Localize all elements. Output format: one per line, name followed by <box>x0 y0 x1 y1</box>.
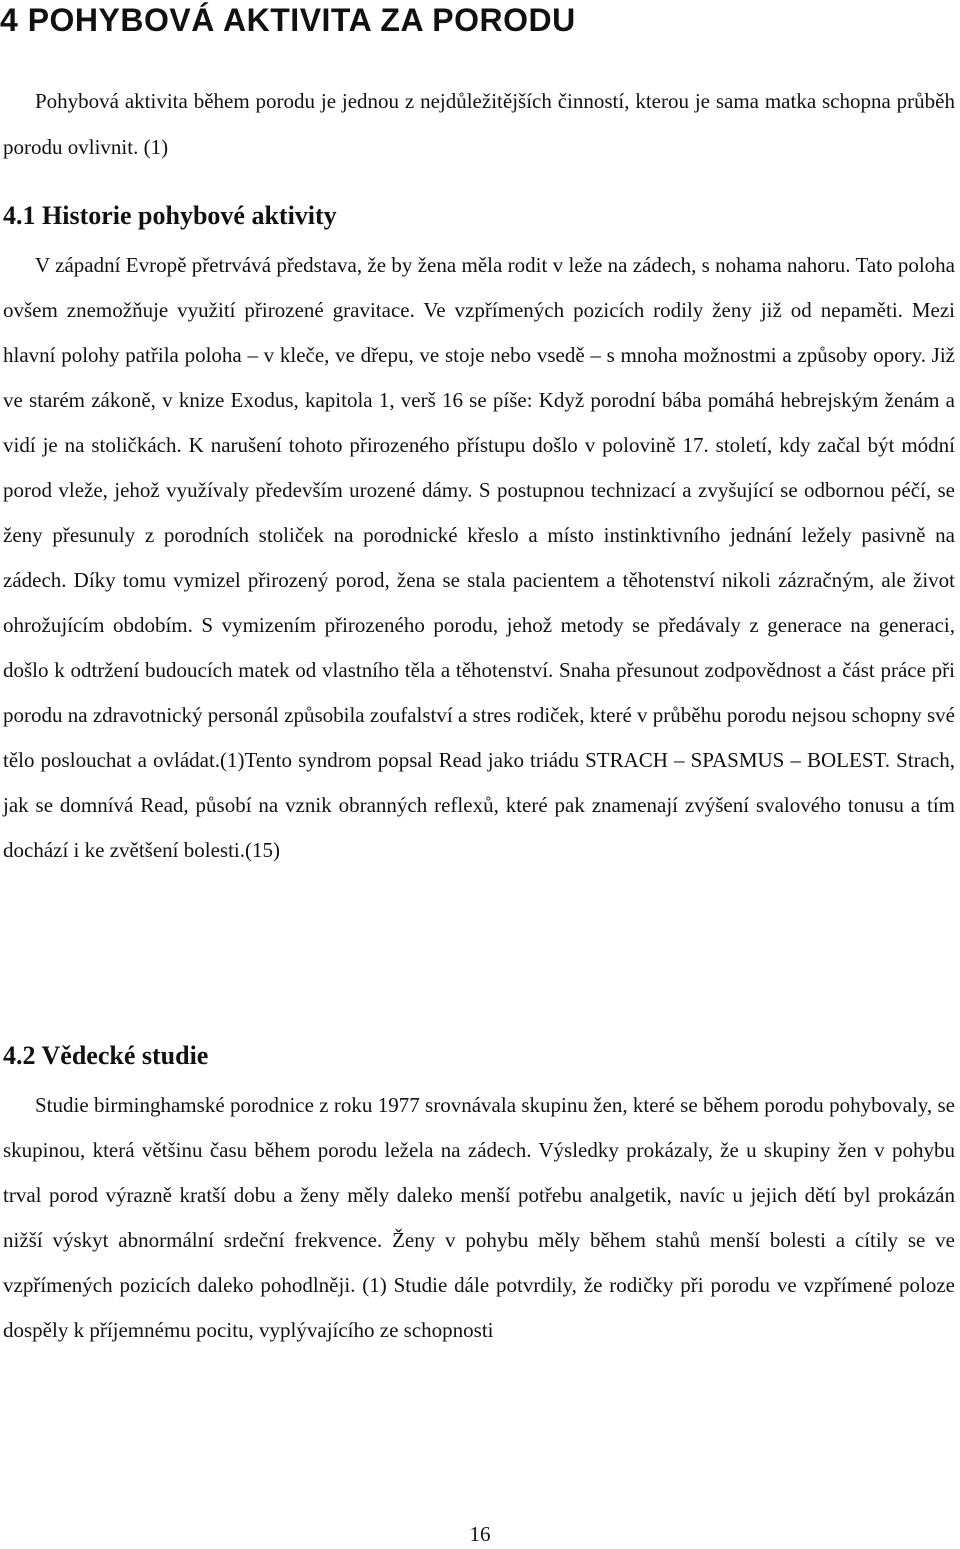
section-heading-studies: 4.2 Vědecké studie <box>3 1041 209 1070</box>
section-paragraph-studies: Studie birminghamské porodnice z roku 1977 srovnávala skupinu žen, které se během porodu pohybovaly, se skupinou, která většinu času během porodu ležela na zádech. Výsledky prokázaly, že u skupiny žen v pohybu trval porod výrazně kratší dobu a ženy měly daleko menší potřebu analgetik, navíc u jejich dětí byl prokázán nižší výskyt abnormální srdeční frekvence. Ženy v pohybu měly během stahů menší bolesti a cítily se ve vzpřímených pozicích daleko pohodlněji. (1) Studie dále potvrdily, že rodičky při porodu ve vzpřímené poloze dospěly k příjemnému pocitu, vyplývajícího ze schopnosti <box>3 1093 955 1342</box>
intro-paragraph: Pohybová aktivita během porodu je jednou z nejdůležitějších činností, kterou je sama matka schopna průběh porodu ovlivnit. (1) <box>3 89 955 159</box>
section-heading-history: 4.1 Historie pohybové aktivity <box>3 201 337 230</box>
section-paragraph-history: V západní Evropě přetrvává představa, že by žena měla rodit v leže na zádech, s nohama nahoru. Tato poloha ovšem znemožňuje využití přirozené gravitace. Ve vzpřímených pozicích rodily ženy již od nepaměti. Mezi hlavní polohy patřila poloha – v kleče, ve dřepu, ve stoje nebo vsedě – s mnoha možnostmi a způsoby opory. Již ve starém zákoně, v knize Exodus, kapitola 1, verš 16 se píše: Když porodní bába pomáhá hebrejským ženám a vidí je na stoličkách. K narušení tohoto přirozeného přístupu došlo v polovině 17. století, kdy začal být módní porod vleže, jehož využívaly především urozené dámy. S postupnou technizací a zvyšující se odbornou péčí, se ženy přesunuly z porodních stoliček na porodnické křeslo a místo instinktivního jednání ležely pasivně na zádech. Díky tomu vymizel přirozený porod, žena se stala pacientem a těhotenství nikoli zázračným, ale život ohrožujícím obdobím. S vymizením přirozeného porodu, jehož metody se předávaly z generace na generaci, došlo k odtržení budoucích matek od vlastního těla a těhotenství. Snaha přesunout zodpovědnost a část práce při porodu na zdravotnický personál způsobila zoufalství a stres rodiček, které v průběhu porodu nejsou schopny své tělo poslouchat a ovládat.(1)Tento syndrom popsal Read jako triádu STRACH – SPASMUS – BOLEST. Strach, jak se domnívá Read, působí na vznik obranných reflexů, které pak znamenají zvýšení svalového tonusu a tím dochází i ke zvětšení bolesti.(15) <box>3 253 955 862</box>
page-number: 16 <box>469 1522 491 1546</box>
chapter-title: 4 POHYBOVÁ AKTIVITA ZA PORODU <box>0 2 576 38</box>
